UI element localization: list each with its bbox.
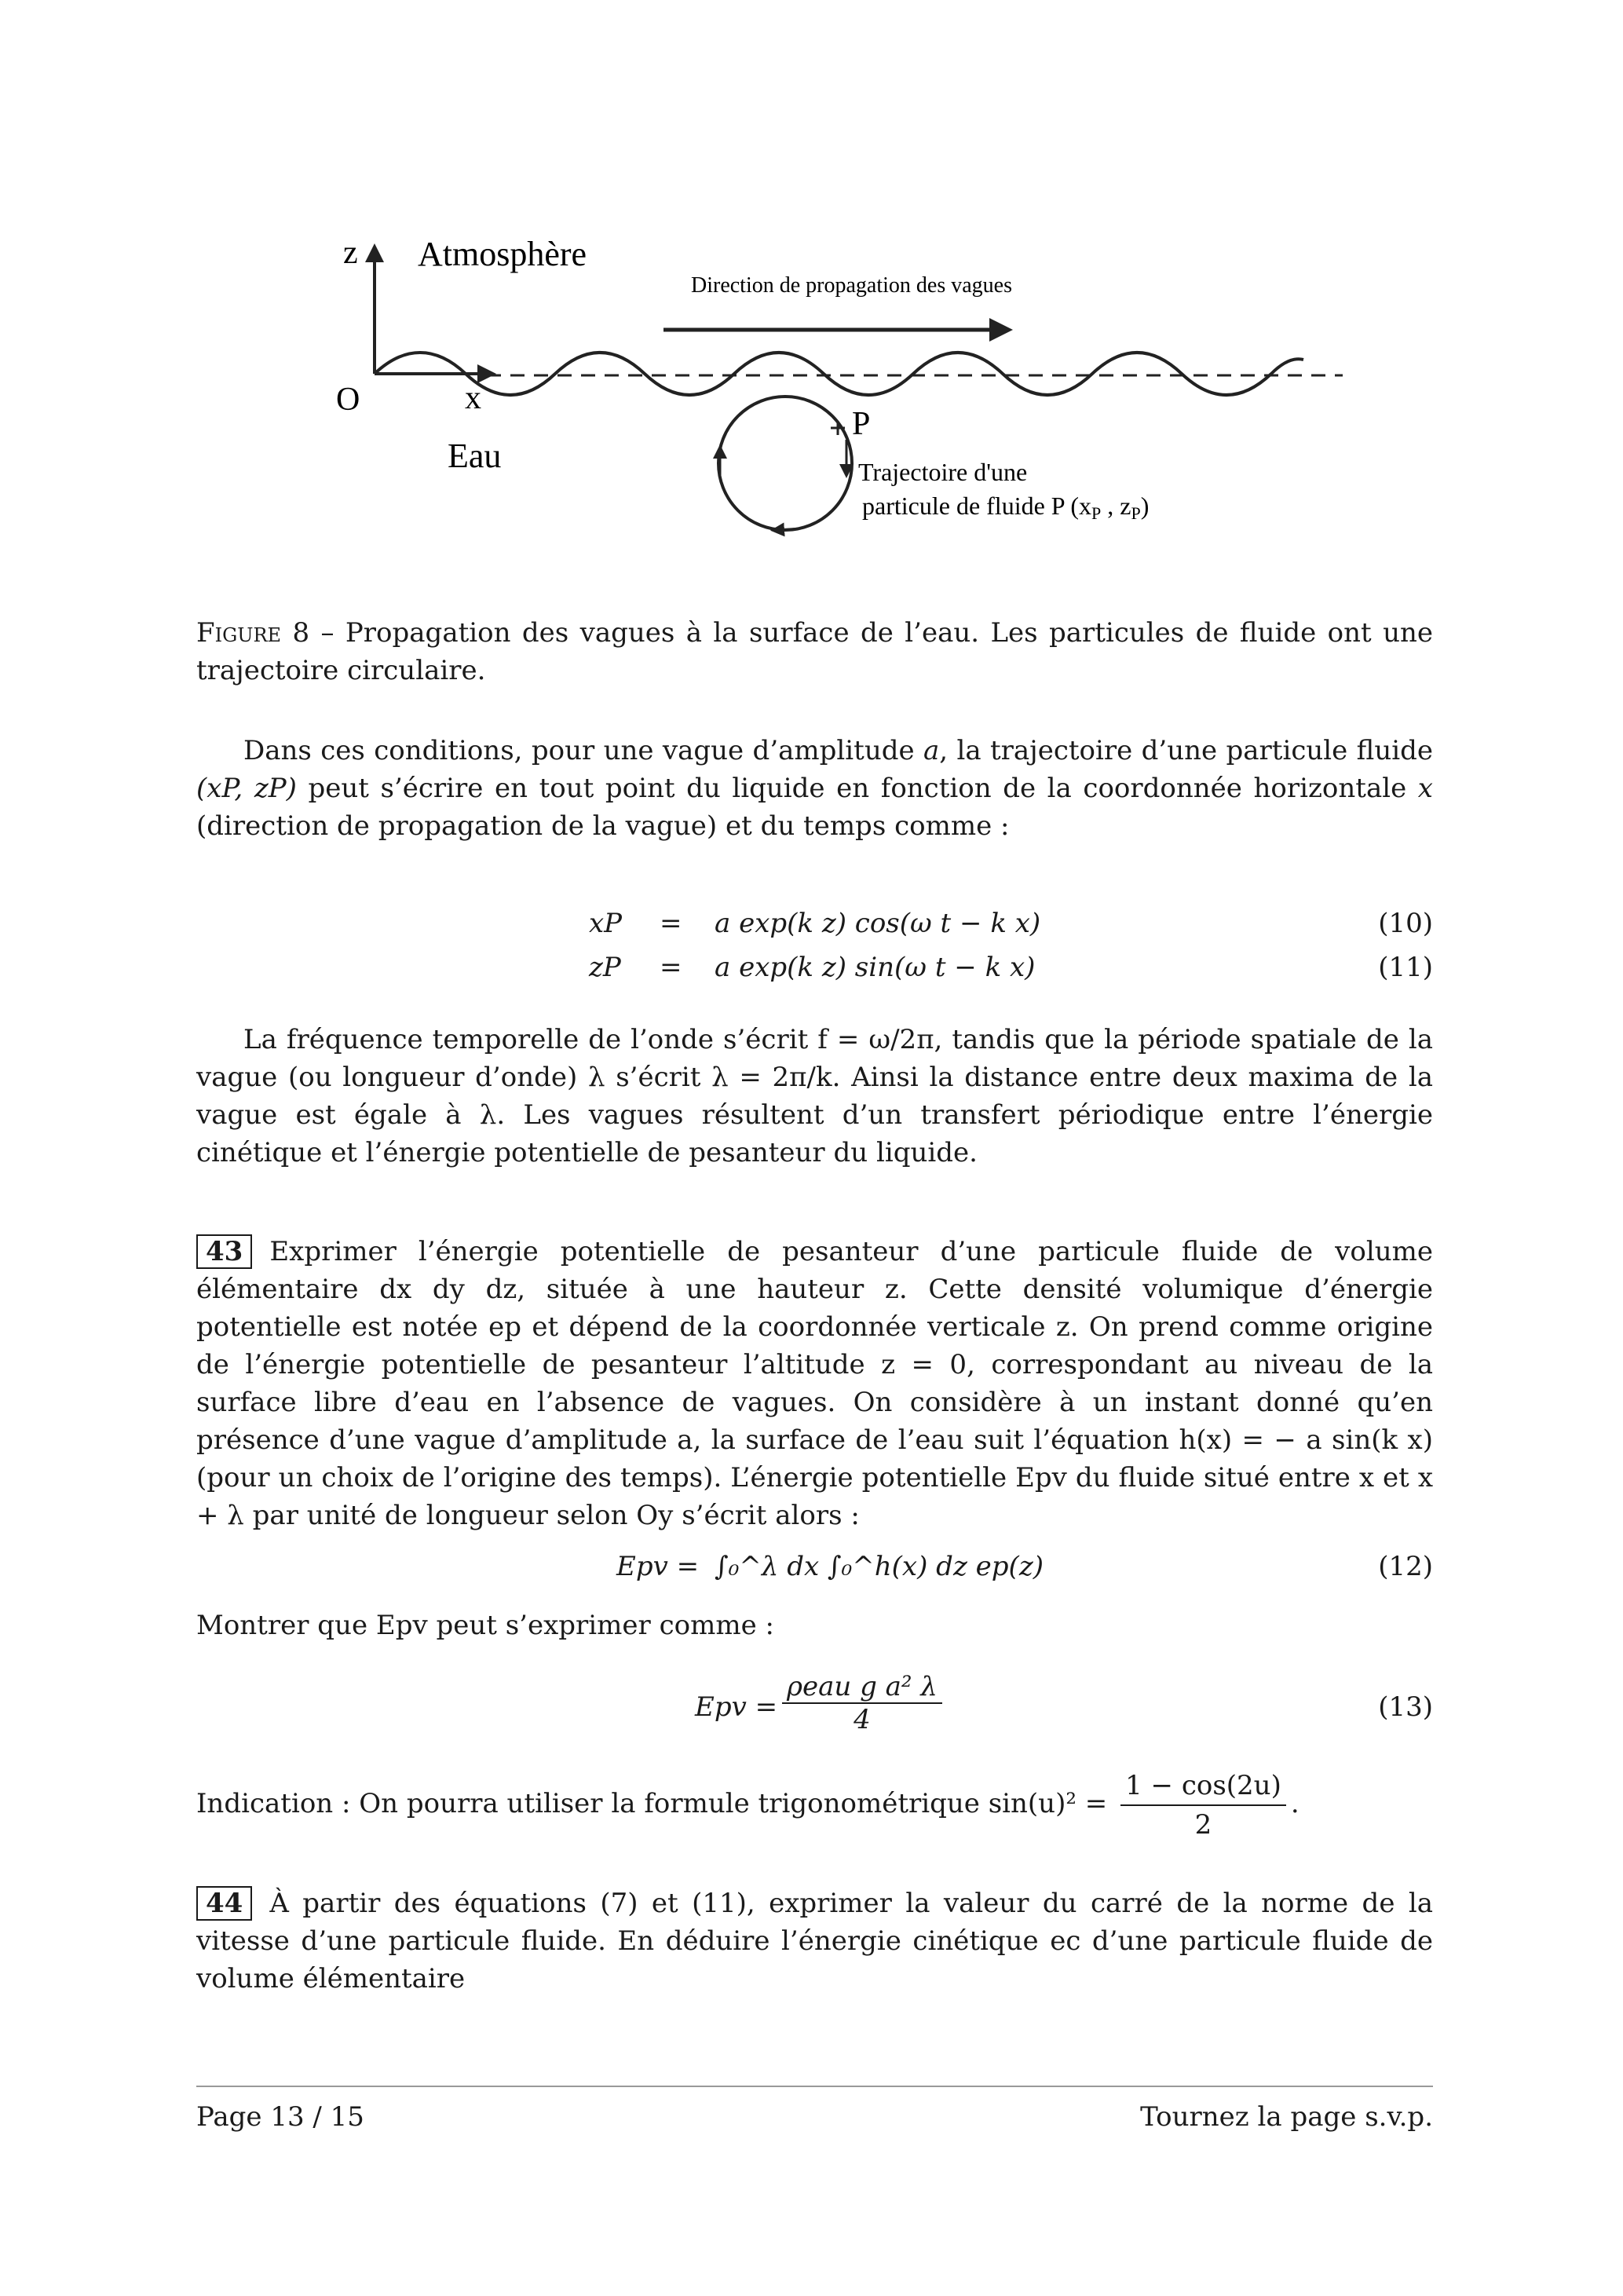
eq13-numerator: ρeau g a² λ [782,1671,942,1704]
turn-page-note: Tournez la page s.v.p. [1140,2101,1433,2133]
hint [196,1767,1433,1844]
eq11-rhs: a exp(k z) sin(ω t − k x) [715,952,1036,983]
eq10-lhs: xP [589,908,623,939]
particle-trajectory [718,397,852,530]
caption-label: Figure 8 [196,617,310,649]
question-43-number: 43 [196,1234,252,1269]
eq12-number: (12) [1378,1551,1433,1582]
equation-10 [196,908,1433,947]
eq10-rel: = [660,908,682,939]
wave-figure [0,0,1623,597]
p1-var-a: a [923,735,940,766]
axis-z-label: z [343,235,358,271]
question-43 [196,1233,1433,1534]
eq13-number: (13) [1378,1691,1433,1723]
hint-end: . [1290,1788,1299,1819]
eq10-number: (10) [1378,908,1433,939]
equation-13 [196,1671,1433,1749]
atmosphere-label: Atmosphère [418,235,587,273]
origin-label: O [336,382,360,418]
page-number: Page 13 / 15 [196,2101,364,2133]
direction-label: Direction de propagation des vagues [691,273,1012,298]
p1-part3: peut s’écrire en tout point du liquide en fonction de la coordonnée horizontale [296,773,1418,804]
eq11-lhs: zP [589,952,621,983]
eq10-rhs: a exp(k z) cos(ω t − k x) [715,908,1041,939]
show-that-text: Montrer que Epv peut s’exprimer comme : [196,1610,774,1641]
p1-coords: (xP, zP) [196,773,297,804]
trajectory-label-2: particule de fluide P (xP , zP) [862,492,1150,523]
p1-part4: (direction de propagation de la vague) et du temps comme : [196,810,1010,842]
p1-part2: , la trajectoire d’une particule fluide [939,735,1433,766]
eq13-denominator: 4 [854,1704,871,1735]
figure-caption [196,614,1433,689]
paragraph-frequency: La fréquence temporelle de l’onde s’écrit f = ω/2π, tandis que la période spatiale de la vague (ou longueur d’onde) λ s’écrit λ = 2π/k. Ainsi la distance entre deux maxima de la vague est égale à λ. Les vagues résultent d’un transfert périodique entre l’énergie cinétique et l’énergie potentielle de pesanteur du liquide. [196,1024,1433,1168]
equation-12 [196,1543,1433,1606]
eq11-number: (11) [1378,952,1433,983]
eq12-lhs: Epv = [616,1551,700,1582]
footer-rule [196,2086,1433,2087]
eq13-fraction [782,1671,942,1735]
question-44 [196,1885,1433,1998]
point-p-label: P [852,406,871,442]
trajectory-label-1: Trajectoire d'une [858,458,1028,486]
p1-part1: Dans ces conditions, pour une vague d’amplitude [243,735,923,766]
p1-var-x: x [1417,773,1433,804]
eq13-lhs: Epv = [695,1691,778,1723]
eq11-rel: = [660,952,682,983]
axis-x-label: x [465,380,481,416]
hint-fraction [1120,1767,1286,1844]
question-44-text: À partir des équations (7) et (11), exprimer la valeur du carré de la norme de la vitesse d’une particule fluide. En déduire l’énergie cinétique ec d’une particule fluide de volume élémentaire [196,1888,1433,1994]
question-43-text: Exprimer l’énergie potentielle de pesanteur d’une particule fluide de volume élémentaire dx dy dz, située à une hauteur z. Cette densité volumique d’énergie potentielle est notée ep et dépend de la coordonnée verticale z. On prend comme origine de l’énergie potentielle de pesanteur l’altitude z = 0, correspondant au niveau de la surface libre d’eau en l’absence de vagues. On considère à un instant donné qu’en présence d’une vague d’amplitude a, la surface de l’eau suit l’équation h(x) = − a sin(k x) (pour un choix de l’origine des temps). L’énergie potentielle Epv du fluide situé entre x et x + λ par unité de longueur selon Oy s’écrit alors : [196,1236,1433,1531]
trajectory-arrow-bottom [777,528,801,530]
caption-text: – Propagation des vagues à la surface de l’eau. Les particules de fluide ont une trajectoire circulaire. [196,617,1434,686]
paragraph-trajectory [196,732,1433,845]
wave-surface [375,353,1303,395]
eq12-rhs: ∫₀^λ dx ∫₀^h(x) dz ep(z) [715,1551,1044,1582]
hint-numerator: 1 − cos(2u) [1120,1767,1286,1806]
water-label: Eau [448,437,502,475]
hint-denominator: 2 [1194,1809,1212,1841]
hint-text: Indication : On pourra utiliser la formule trigonométrique sin(u)² = [196,1788,1108,1819]
question-44-number: 44 [196,1886,252,1921]
equation-11 [196,952,1433,991]
